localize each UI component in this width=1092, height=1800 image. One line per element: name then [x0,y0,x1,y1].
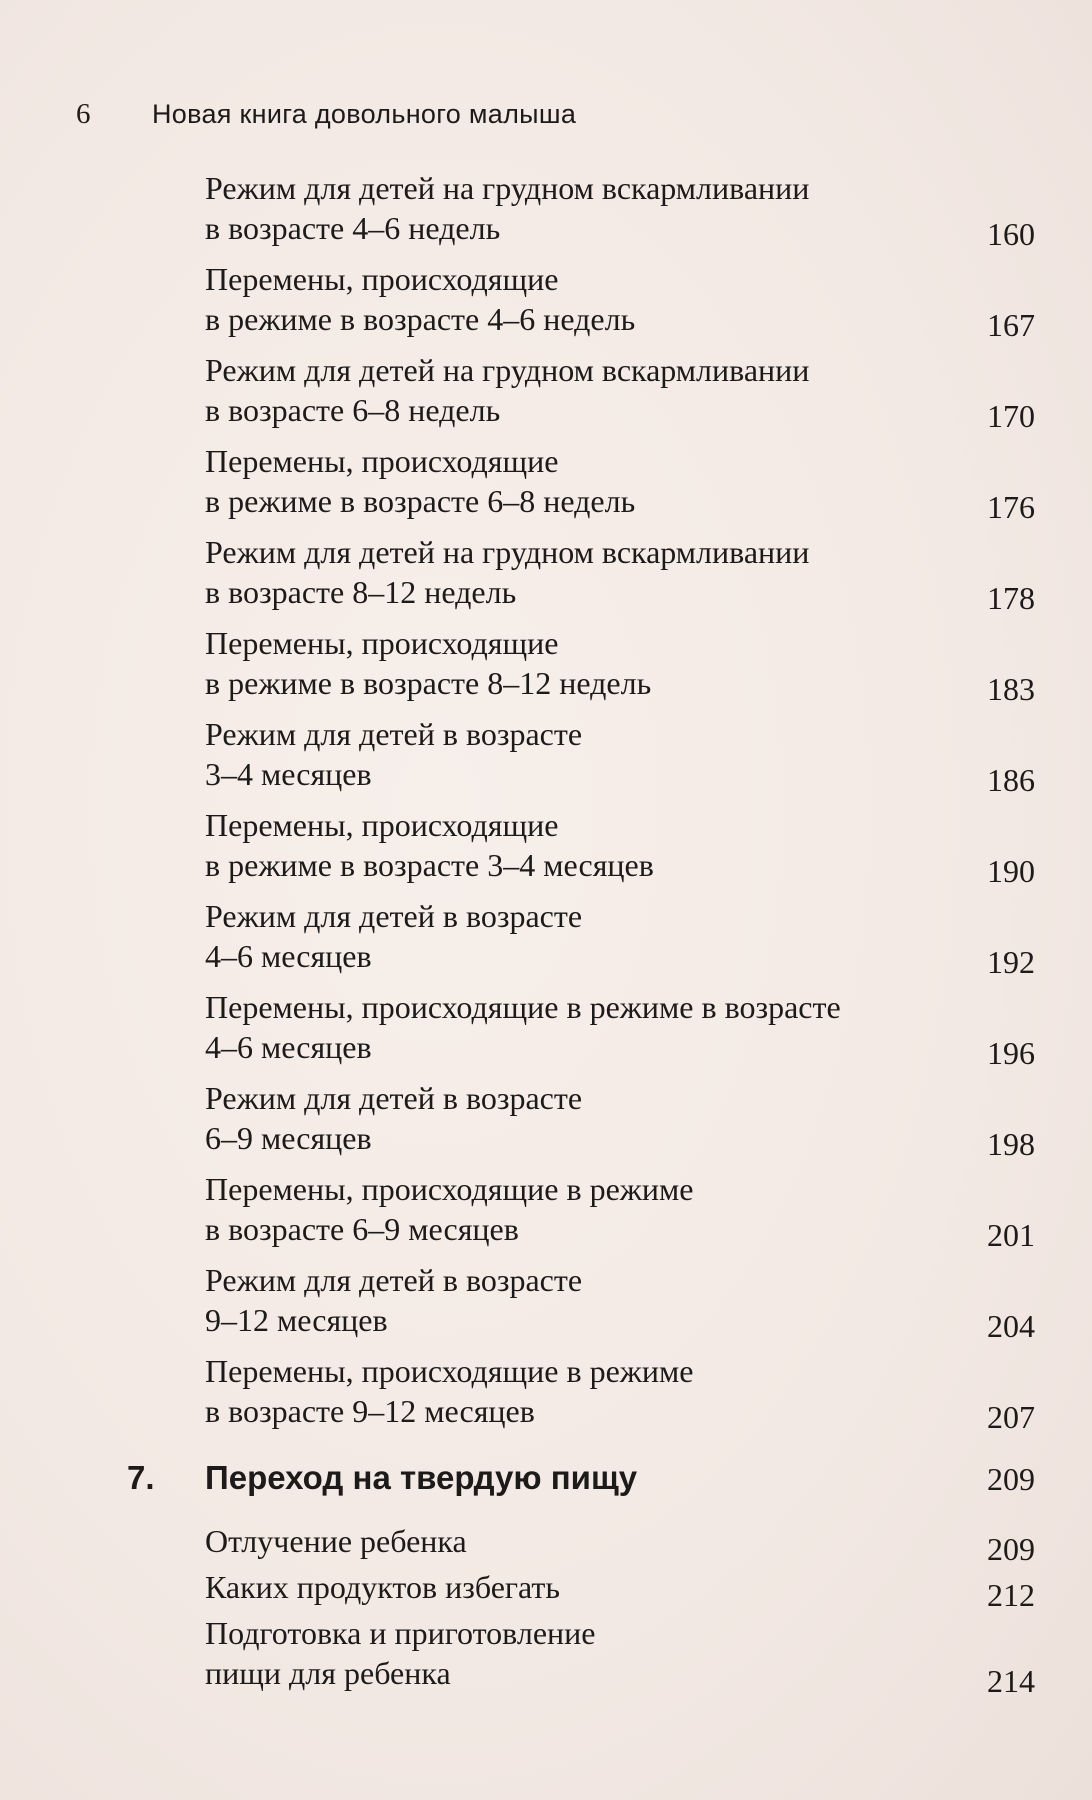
toc-entry-page: 183 [987,671,1035,707]
toc-entry-text: Перемены, происходящие [205,625,559,661]
toc-entry-page: 214 [987,1663,1035,1699]
toc-entry-page: 207 [987,1399,1035,1435]
toc-entry-text: в возрасте 4–6 недель [205,210,501,246]
toc-entry [205,1169,1035,1253]
chapter-title: Переход на твердую пищу [205,1459,638,1496]
toc-entry-page: 212 [987,1577,1035,1613]
toc-entry-text: в режиме в возрасте 4–6 недель [205,301,636,337]
toc-entry-text: в возрасте 9–12 месяцев [205,1393,535,1429]
toc-entry-text: Перемены, происходящие в режиме [205,1171,694,1207]
toc-entry [205,987,1035,1071]
toc-entry-page: 190 [987,853,1035,889]
toc-entry-page: 167 [987,307,1035,343]
toc-entry-page: 201 [987,1217,1035,1253]
toc-entry-page: 209 [987,1531,1035,1567]
toc-entry-page: 178 [987,580,1035,616]
toc-entry-page: 192 [987,944,1035,980]
toc-entry-text: 4–6 месяцев [205,938,372,974]
toc-entry-text: Перемены, происходящие в режиме в возрасте [205,989,841,1025]
toc-entry-text: в возрасте 6–8 недель [205,392,501,428]
toc-entry-text: Отлучение ребенка [205,1523,467,1559]
toc-entry-text: Подготовка и приготовление [205,1615,596,1651]
toc-entry [205,714,1035,798]
toc-entry [205,623,1035,707]
toc-entry [205,1078,1035,1162]
toc-entry-text: в режиме в возрасте 8–12 недель [205,665,652,701]
toc-entry-text: Перемены, происходящие [205,261,559,297]
toc-entry [205,1567,1035,1613]
toc-entry [205,259,1035,343]
toc-entry-text: Перемены, происходящие [205,443,559,479]
toc-entry [205,350,1035,434]
running-header [76,98,576,131]
toc-entry [205,1260,1035,1344]
toc-entry-text: Режим для детей на грудном вскармливании [205,170,810,206]
toc-entry-text: 4–6 месяцев [205,1029,372,1065]
toc-entry-text: пищи для ребенка [205,1655,451,1691]
toc-entry-page: 186 [987,762,1035,798]
chapter-page: 209 [987,1461,1035,1497]
page-number: 6 [76,98,91,130]
toc-entry [205,805,1035,889]
chapter-heading [127,1459,1035,1503]
toc-entry-page: 196 [987,1035,1035,1071]
toc-entry-text: Каких продуктов избегать [205,1569,560,1605]
toc-entry [205,896,1035,980]
toc-entry-page: 160 [987,216,1035,252]
toc-entry-text: Режим для детей в возрасте [205,1080,583,1116]
toc-entry-page: 176 [987,489,1035,525]
chapter-number: 7. [127,1459,155,1496]
toc-entry-text: в возрасте 8–12 недель [205,574,517,610]
toc-entry-page: 170 [987,398,1035,434]
toc-entry-text: 6–9 месяцев [205,1120,372,1156]
table-of-contents [127,168,1035,1699]
toc-entry-text: Перемены, происходящие [205,807,559,843]
toc-entry [205,1521,1035,1567]
toc-entry-text: в режиме в возрасте 3–4 месяцев [205,847,654,883]
toc-entry [205,441,1035,525]
toc-entry [205,168,1035,252]
toc-entry-text: 3–4 месяцев [205,756,372,792]
toc-entry-page: 204 [987,1308,1035,1344]
toc-entry-text: 9–12 месяцев [205,1302,388,1338]
chapter-entries [205,1521,1035,1699]
toc-entry-text: в режиме в возрасте 6–8 недель [205,483,636,519]
toc-entry-text: в возрасте 6–9 месяцев [205,1211,519,1247]
toc-entry [205,1613,1035,1699]
toc-entry-text: Режим для детей в возрасте [205,1262,583,1298]
toc-entries [205,168,1035,1435]
toc-entry-text: Режим для детей в возрасте [205,898,583,934]
toc-entry [205,532,1035,616]
toc-entry-text: Режим для детей на грудном вскармливании [205,352,810,388]
toc-entry-page: 198 [987,1126,1035,1162]
toc-entry [205,1351,1035,1435]
toc-entry-text: Режим для детей на грудном вскармливании [205,534,810,570]
toc-entry-text: Перемены, происходящие в режиме [205,1353,694,1389]
toc-entry-text: Режим для детей в возрасте [205,716,583,752]
book-title: Новая книга довольного малыша [152,99,577,129]
